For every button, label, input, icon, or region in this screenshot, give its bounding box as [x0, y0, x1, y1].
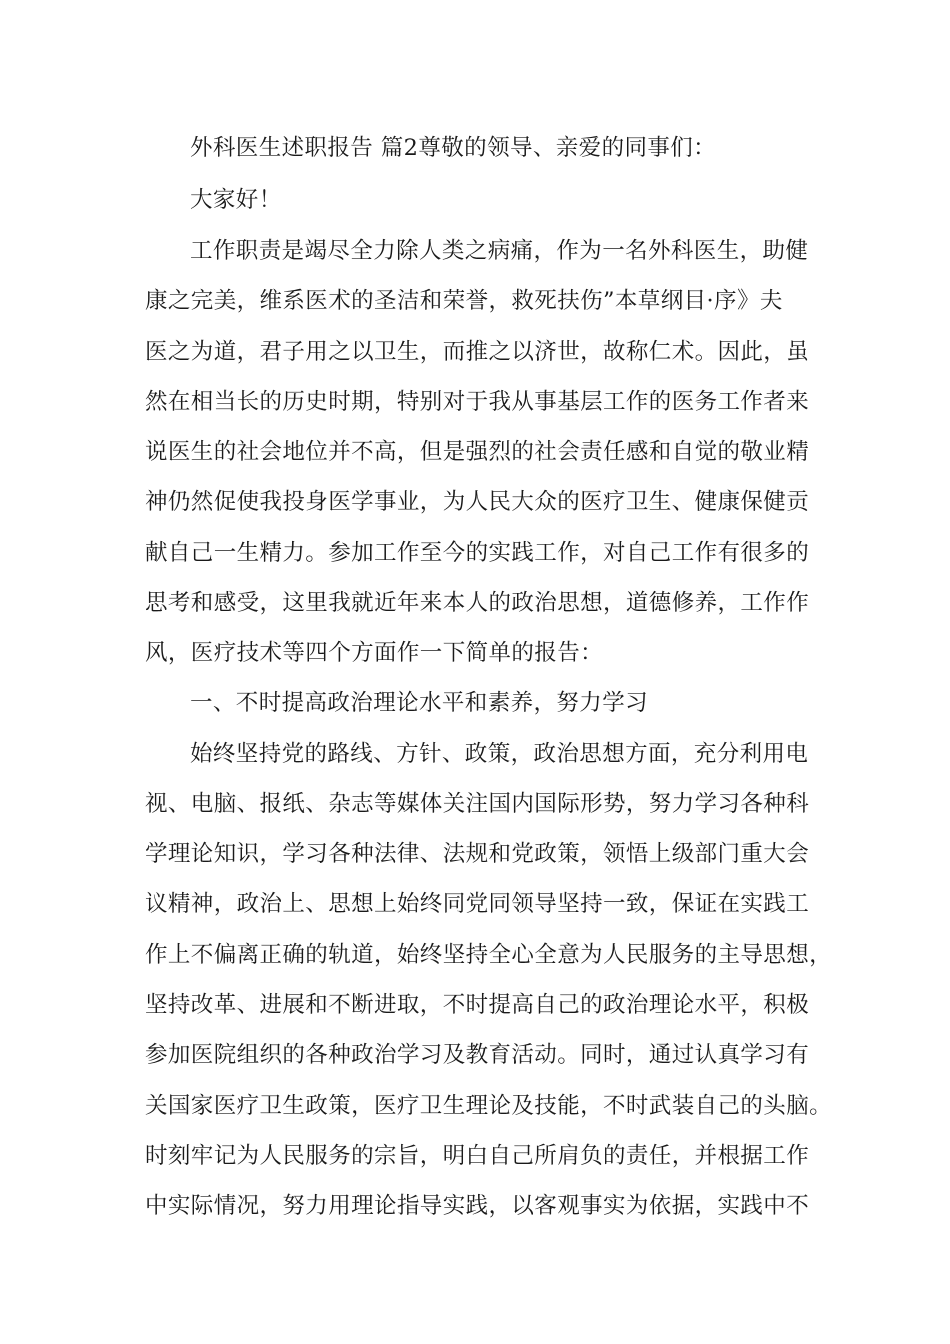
text-line: 始终坚持党的路线、方针、政策，政治思想方面，充分利用电: [190, 741, 809, 767]
text-line: 参加医院组织的各种政治学习及教育活动。同时，通过认真学习有: [145, 1042, 810, 1068]
text-line: 神仍然促使我投身医学事业，为人民大众的医疗卫生、健康保健贡: [145, 489, 810, 515]
text-line: 关国家医疗卫生政策，医疗卫生理论及技能，不时武装自己的头脑。: [145, 1093, 833, 1119]
text-line: 康之完美，维系医术的圣洁和荣誉，救死扶伤”本草纲目·序》夫: [145, 288, 783, 314]
text-line: 议精神，政治上、思想上始终同党同领导坚持一致，保证在实践工: [145, 891, 810, 917]
text-line: 说医生的社会地位并不高，但是强烈的社会责任感和自觉的敬业精: [145, 439, 810, 465]
text-line: 视、电脑、报纸、杂志等媒体关注国内国际形势，努力学习各种科: [145, 791, 810, 817]
text-line: 风，医疗技术等四个方面作一下简单的报告：: [145, 640, 604, 666]
text-line: 医之为道，君子用之以卫生，而推之以济世，故称仁术。因此，虽: [145, 339, 810, 365]
text-line: 中实际情况，努力用理论指导实践，以客观事实为依据，实践中不: [145, 1193, 810, 1219]
greeting-line: 大家好！: [190, 187, 282, 213]
text-line: 学理论知识，学习各种法律、法规和党政策，领悟上级部门重大会: [145, 841, 810, 867]
text-line: 时刻牢记为人民服务的宗旨，明白自己所肩负的责任，并根据工作: [145, 1143, 810, 1169]
text-line: 献自己一生精力。参加工作至今的实践工作，对自己工作有很多的: [145, 540, 810, 566]
text-line: 思考和感受，这里我就近年来本人的政治思想，道德修养，工作作: [145, 590, 810, 616]
text-line: 作上不偏离正确的轨道，始终坚持全心全意为人民服务的主导思想，: [145, 942, 833, 968]
section-heading: 一、不时提高政治理论水平和素养，努力学习: [190, 690, 649, 716]
text-line: 然在相当长的历史时期，特别对于我从事基层工作的医务工作者来: [145, 389, 810, 415]
paragraph-heading-line: 外科医生述职报告 篇2尊敬的领导、亲爱的同事们：: [190, 135, 717, 161]
text-line: 坚持改革、进展和不断进取，不时提高自己的政治理论水平，积极: [145, 992, 810, 1018]
text-line: 工作职责是竭尽全力除人类之病痛，作为一名外科医生，助健: [190, 238, 809, 264]
